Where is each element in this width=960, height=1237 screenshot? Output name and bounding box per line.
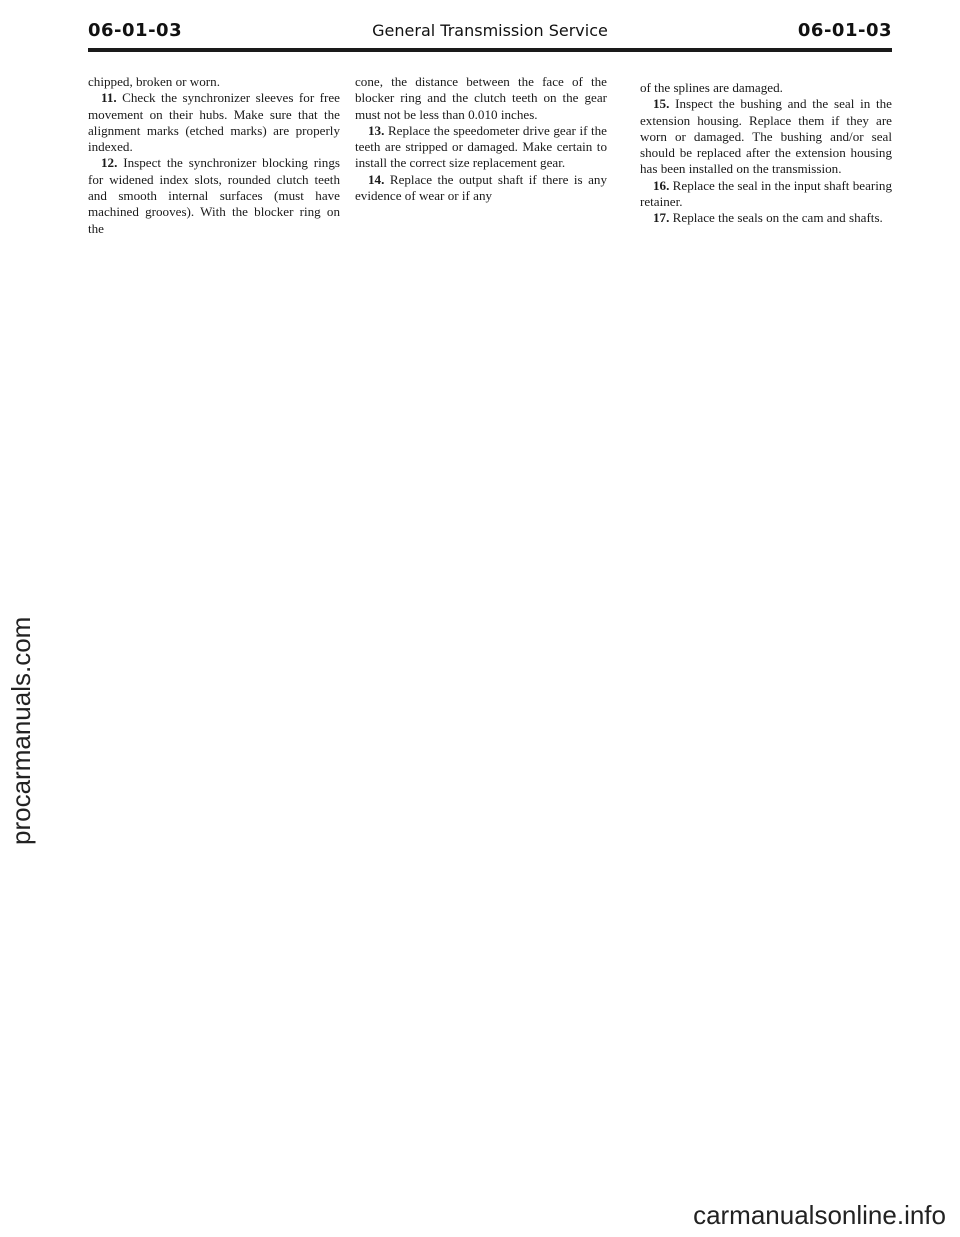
step-text: Inspect the bushing and the seal in the extension housing. Replace them if they are worn or damaged. The bushing and/or seal should be replaced after the extension housing has been installed on the transmission. <box>640 96 892 177</box>
paragraph-step-12 <box>88 155 340 236</box>
step-text: Inspect the synchronizer blocking rings for widened index slots, rounded clutch teeth and smooth internal surfaces (must have machined grooves). With the blocker ring on the <box>88 155 340 236</box>
paragraph: cone, the distance between the face of the blocker ring and the clutch teeth on the gear must not be less than 0.010 inches. <box>355 74 607 122</box>
page-header <box>88 20 892 46</box>
step-number: 12. <box>101 155 118 171</box>
paragraph-step-17 <box>640 210 892 226</box>
paragraph: of the splines are damaged. <box>640 80 783 95</box>
header-rule <box>88 48 892 52</box>
step-number: 14. <box>368 171 385 187</box>
section-title: General Transmission Service <box>372 21 608 40</box>
text-column-3 <box>640 80 892 227</box>
watermark-side: procarmanuals.com <box>6 616 36 845</box>
step-number: 17. <box>653 210 670 226</box>
step-number: 13. <box>368 122 385 138</box>
paragraph-step-16 <box>640 178 892 211</box>
step-number: 11. <box>101 90 117 106</box>
paragraph-step-11 <box>88 90 340 155</box>
paragraph-step-13 <box>355 123 607 172</box>
paragraph-step-15 <box>640 96 892 177</box>
text-column-1 <box>88 74 340 237</box>
step-text: Replace the speedometer drive gear if the teeth are stripped or damaged. Make certain to install the correct size replacement gear. <box>355 122 607 171</box>
step-text: Replace the seal in the input shaft bearing retainer. <box>640 177 892 210</box>
page-number-left: 06-01-03 <box>88 20 183 41</box>
step-text: Replace the output shaft if there is any evidence of wear or if any <box>355 171 607 204</box>
page-number-right: 06-01-03 <box>797 20 892 41</box>
step-text: Replace the seals on the cam and shafts. <box>672 210 883 226</box>
watermark-bottom: carmanualsonline.info <box>693 1200 946 1230</box>
paragraph: chipped, broken or worn. <box>88 74 220 89</box>
step-number: 15. <box>653 96 670 112</box>
step-number: 16. <box>653 177 670 193</box>
paragraph-step-14 <box>355 172 607 205</box>
text-column-2 <box>355 74 607 204</box>
step-text: Check the synchronizer sleeves for free movement on their hubs. Make sure that the alignment marks (etched marks) are properly indexed. <box>88 90 340 155</box>
